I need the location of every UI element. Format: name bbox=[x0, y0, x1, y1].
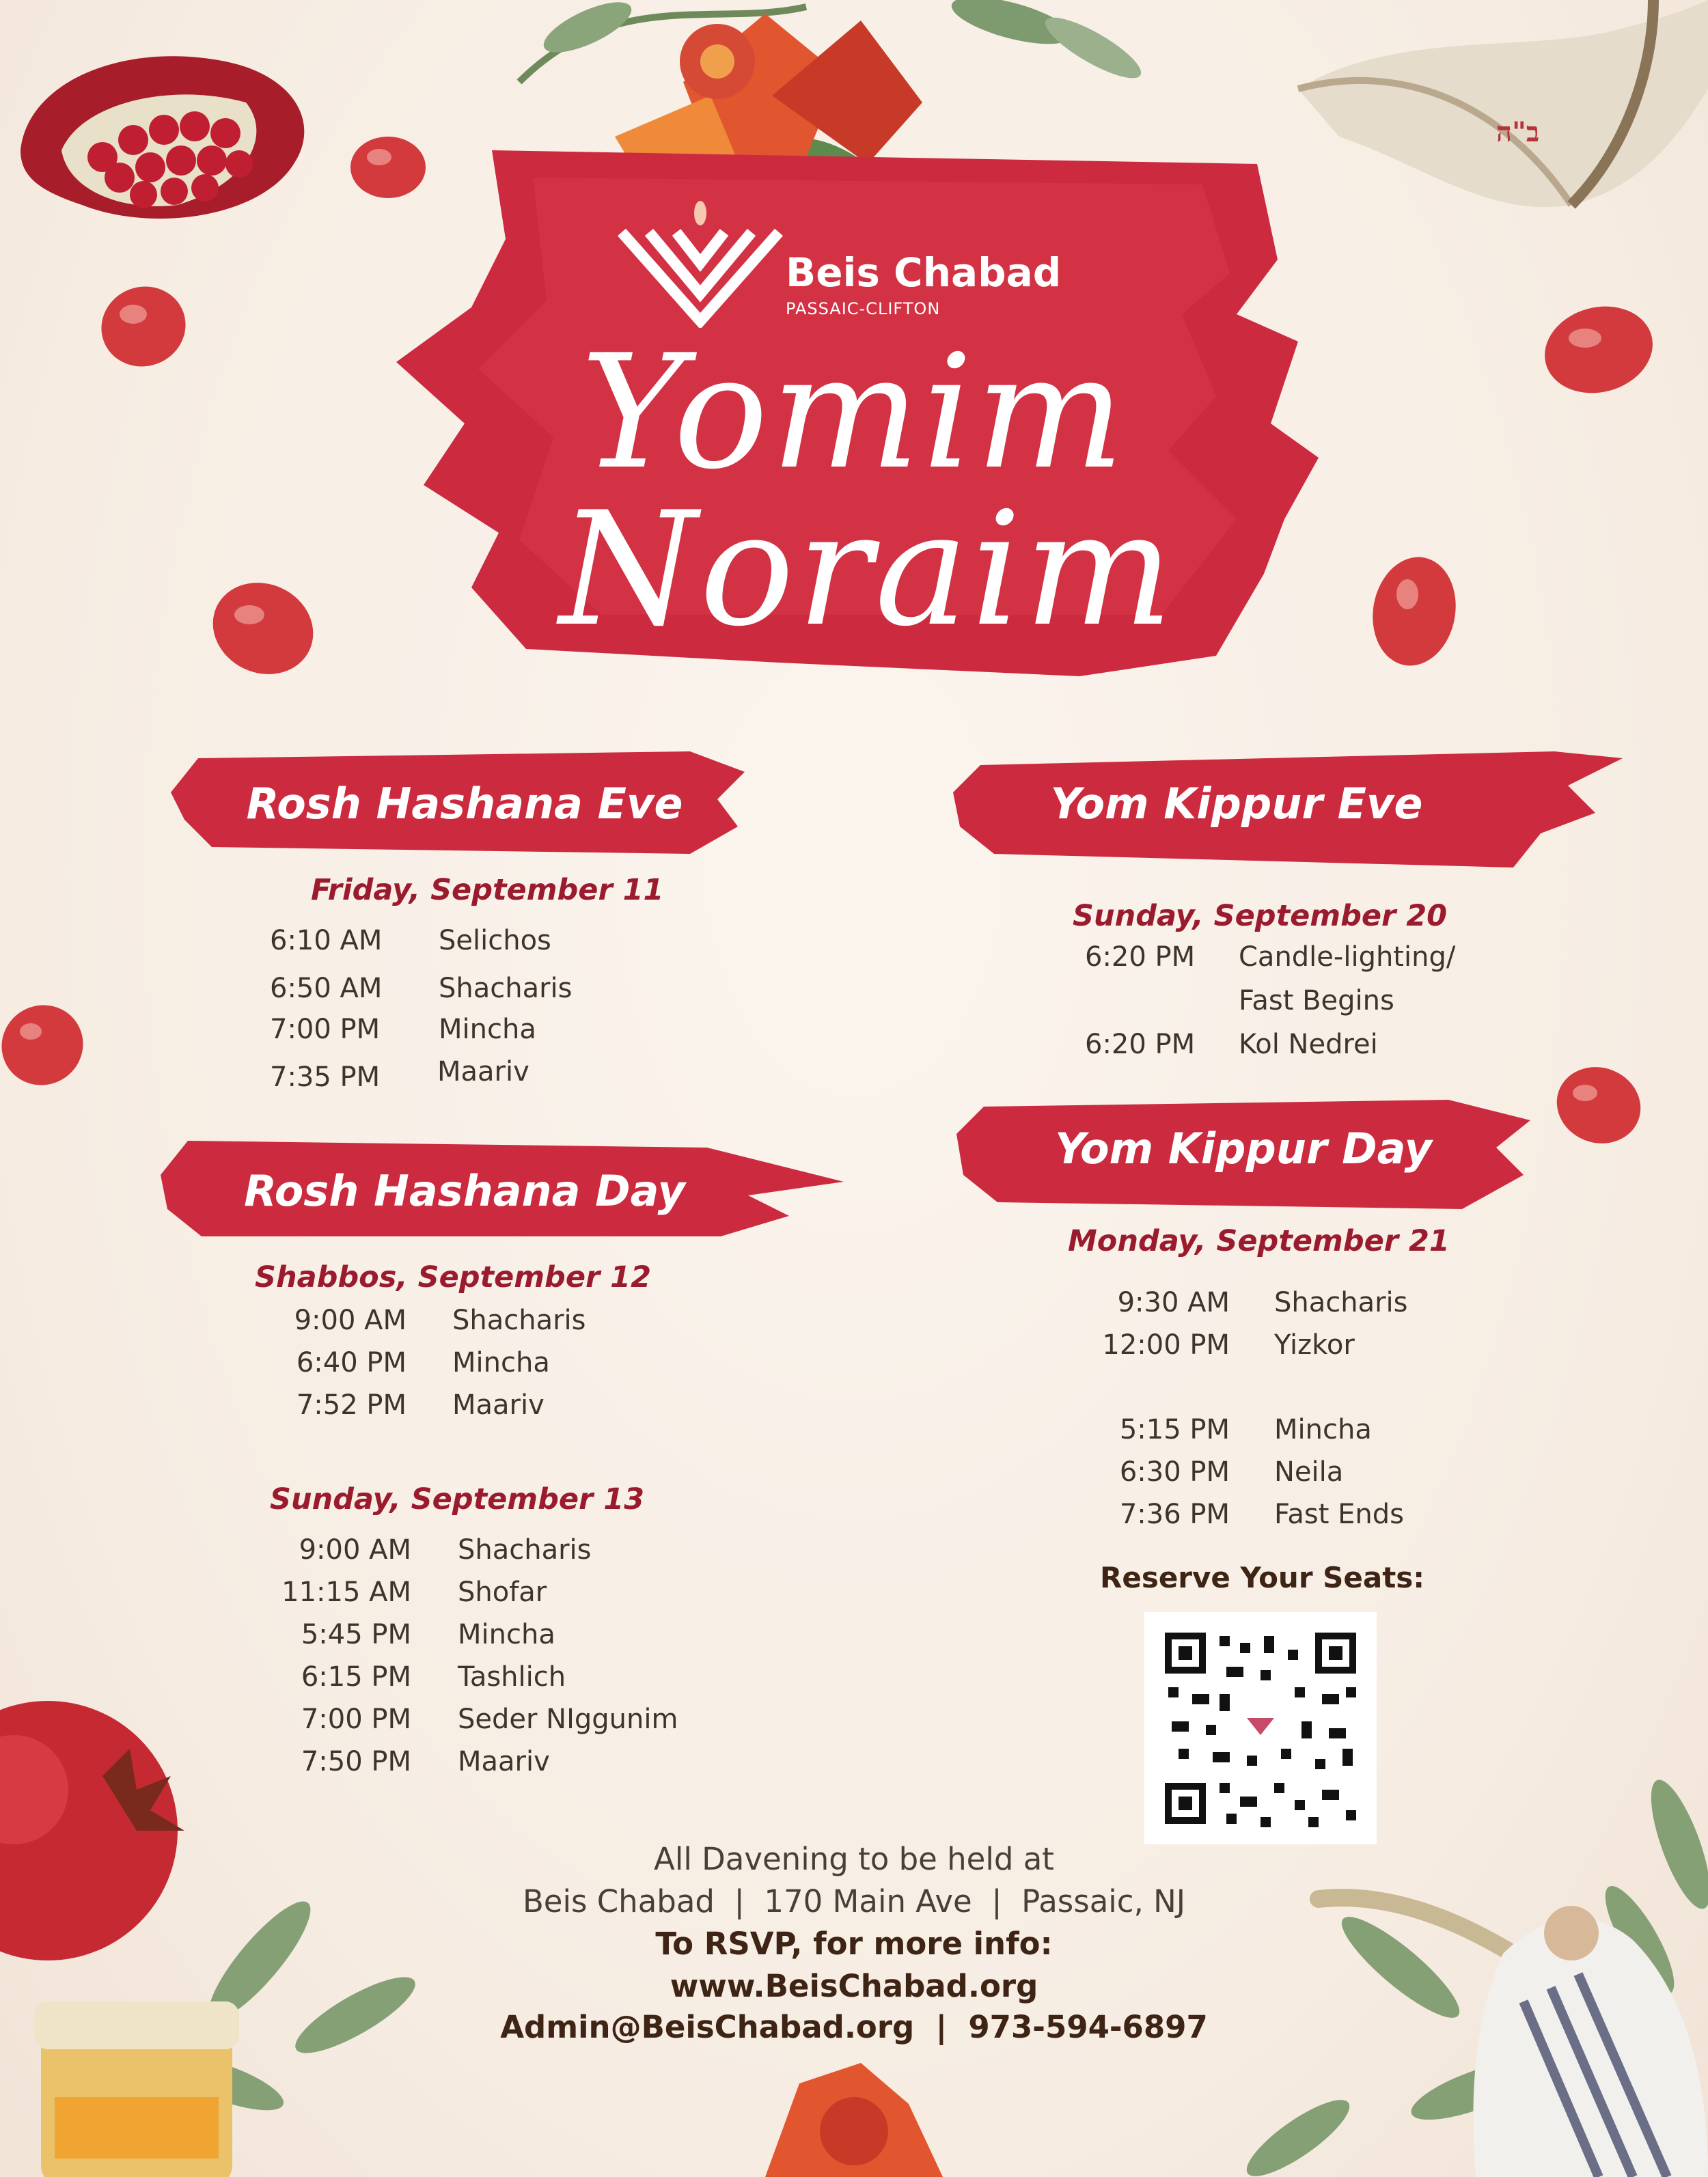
time-yk-day-2: 5:15 PM bbox=[1119, 1414, 1230, 1445]
time-rh-eve-0: 6:10 AM bbox=[270, 925, 383, 956]
menorah-logo-icon bbox=[615, 198, 786, 328]
event-yk-eve-0: Candle-lighting/ bbox=[1239, 941, 1456, 973]
logo-subtitle: PASSAIC-CLIFTON bbox=[786, 299, 941, 318]
time-rh-eve-2: 7:00 PM bbox=[270, 1014, 381, 1045]
shofar-illustration bbox=[1298, 0, 1708, 207]
title-line-1: Yomim bbox=[580, 322, 1128, 504]
time-rh-eve-3: 7:35 PM bbox=[270, 1062, 381, 1093]
event-yk-eve-1: Kol Nedrei bbox=[1239, 1029, 1378, 1060]
time-rh-day2-1: 11:15 AM bbox=[281, 1577, 411, 1608]
time-rh-day1-1: 6:40 PM bbox=[296, 1347, 407, 1378]
time-rh-day1-0: 9:00 AM bbox=[294, 1305, 407, 1336]
event-rh-day2-5: Maariv bbox=[458, 1746, 550, 1777]
event-rh-day2-3: Tashlich bbox=[458, 1661, 566, 1693]
event-rh-day1-2: Maariv bbox=[452, 1389, 545, 1421]
date-yk-day: Monday, September 21 bbox=[1068, 1224, 1450, 1258]
event-rh-day2-4: Seder NIggunim bbox=[458, 1704, 678, 1735]
event-rh-day2-1: Shofar bbox=[458, 1577, 547, 1608]
time-rh-day1-2: 7:52 PM bbox=[296, 1389, 407, 1421]
date-rh-day-1: Shabbos, September 12 bbox=[255, 1260, 651, 1294]
time-rh-day2-3: 6:15 PM bbox=[301, 1661, 411, 1693]
event-yk-day-1: Yizkor bbox=[1274, 1329, 1355, 1361]
time-rh-day2-4: 7:00 PM bbox=[301, 1704, 411, 1735]
time-yk-day-1: 12:00 PM bbox=[1102, 1329, 1230, 1361]
time-yk-day-4: 7:36 PM bbox=[1119, 1499, 1230, 1530]
event-rh-eve-0: Selichos bbox=[439, 925, 551, 956]
time-rh-day2-2: 5:45 PM bbox=[301, 1619, 411, 1650]
bh-mark: ב"ה bbox=[1496, 116, 1540, 148]
event-rh-eve-1: Shacharis bbox=[439, 973, 573, 1004]
date-rh-day-2: Sunday, September 13 bbox=[270, 1482, 645, 1516]
heading-rosh-hashana-eve: Rosh Hashana Eve bbox=[246, 779, 683, 829]
event-rh-day2-2: Mincha bbox=[458, 1619, 555, 1650]
date-yk-eve: Sunday, September 20 bbox=[1073, 899, 1448, 933]
event-rh-day1-1: Mincha bbox=[452, 1347, 550, 1378]
time-yk-eve-1: 6:20 PM bbox=[1085, 1029, 1196, 1060]
event-rh-eve-3: Maariv bbox=[437, 1056, 529, 1087]
footer-line-1: All Davening to be held at bbox=[654, 1841, 1054, 1877]
qr-code[interactable] bbox=[1144, 1612, 1377, 1844]
qr-code-icon bbox=[1144, 1612, 1377, 1844]
reserve-label: Reserve Your Seats: bbox=[1100, 1561, 1425, 1594]
logo-name: Beis Chabad bbox=[786, 249, 1062, 296]
event-yk-day-2: Mincha bbox=[1274, 1414, 1372, 1445]
heading-rosh-hashana-day: Rosh Hashana Day bbox=[244, 1166, 685, 1216]
pomegranate-top-left bbox=[20, 56, 304, 219]
heading-yom-kippur-day: Yom Kippur Day bbox=[1055, 1124, 1432, 1174]
event-yk-day-4: Fast Ends bbox=[1274, 1499, 1404, 1530]
title-line-2: Noraim bbox=[559, 479, 1176, 661]
footer-website-link[interactable]: www.BeisChabad.org bbox=[670, 1968, 1038, 2004]
time-rh-day2-5: 7:50 PM bbox=[301, 1746, 411, 1777]
event-rh-day1-0: Shacharis bbox=[452, 1305, 586, 1336]
event-yk-eve-0b: Fast Begins bbox=[1239, 985, 1394, 1016]
time-yk-day-3: 6:30 PM bbox=[1119, 1456, 1230, 1488]
event-rh-day2-0: Shacharis bbox=[458, 1534, 592, 1566]
event-rh-eve-2: Mincha bbox=[439, 1014, 536, 1045]
heading-yom-kippur-eve: Yom Kippur Eve bbox=[1050, 779, 1423, 829]
event-yk-day-0: Shacharis bbox=[1274, 1287, 1408, 1318]
time-yk-day-0: 9:30 AM bbox=[1117, 1287, 1230, 1318]
time-rh-eve-1: 6:50 AM bbox=[270, 973, 383, 1004]
flower-bottom bbox=[765, 2063, 943, 2177]
footer-contact[interactable]: Admin@BeisChabad.org | 973-594-6897 bbox=[500, 2009, 1208, 2045]
event-yk-day-3: Neila bbox=[1274, 1456, 1344, 1488]
footer-address: Beis Chabad | 170 Main Ave | Passaic, NJ bbox=[522, 1883, 1186, 1919]
date-rh-eve: Friday, September 11 bbox=[311, 873, 664, 907]
footer-rsvp: To RSVP, for more info: bbox=[655, 1926, 1053, 1962]
time-yk-eve-0: 6:20 PM bbox=[1085, 941, 1196, 973]
time-rh-day2-0: 9:00 AM bbox=[299, 1534, 411, 1566]
pomegranate-bottom-left bbox=[0, 1701, 184, 1960]
